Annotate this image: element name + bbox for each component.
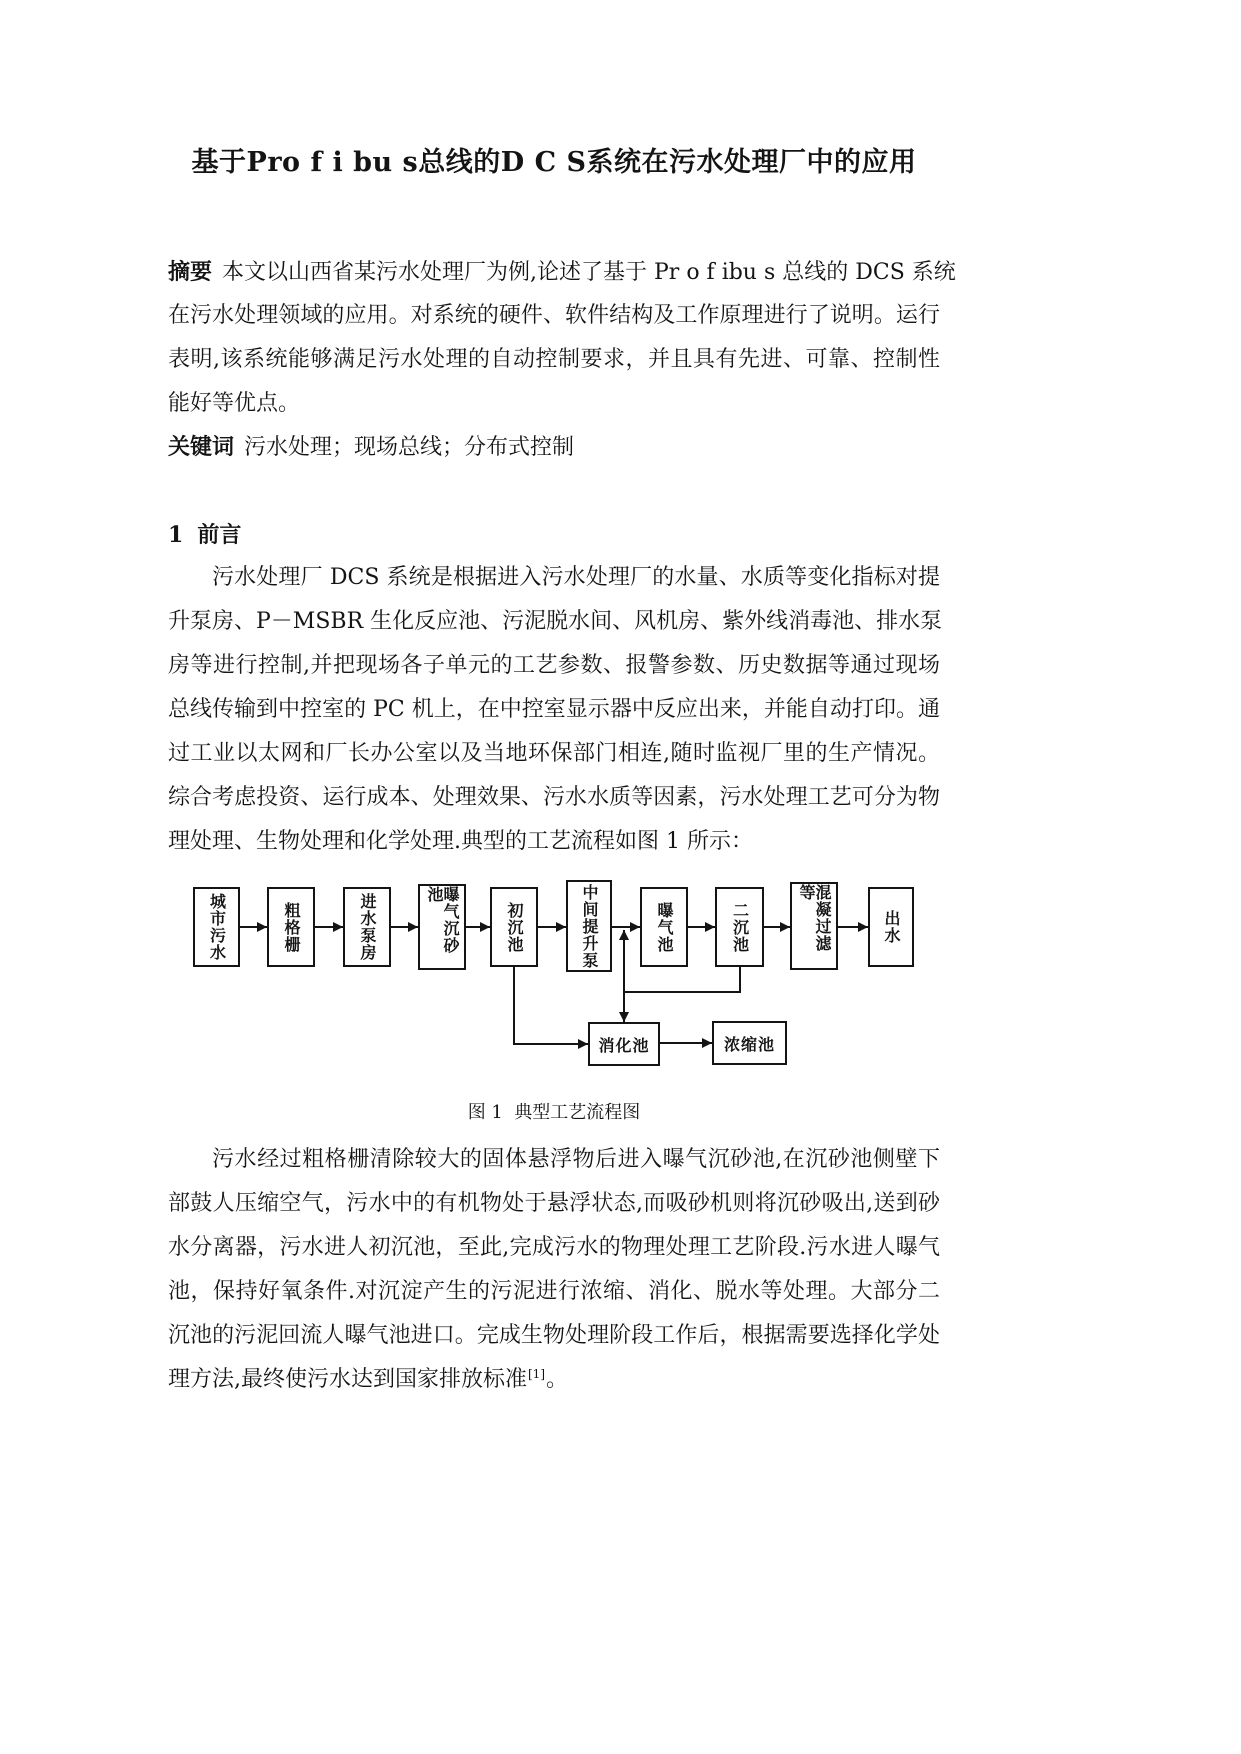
- node-digester: [588, 1022, 660, 1066]
- paragraph-line: 污水处理厂 DCS 系统是根据进入污水处理厂的水量、水质等变化指标对提: [212, 565, 940, 590]
- node-label: 城市污水: [207, 893, 227, 961]
- node-effluent: [868, 887, 914, 967]
- section-heading: [168, 513, 940, 557]
- abstract-line: 能好等优点。: [168, 391, 301, 416]
- node-secondary-clarifier: [715, 887, 764, 967]
- paragraph-text: 。: [546, 1367, 569, 1392]
- paper-title: 基于Pro f i bu s总线的D C S系统在污水处理厂中的应用: [191, 147, 917, 178]
- section-heading-line: [168, 513, 940, 557]
- paragraph-line: 池，保持好氧条件.对沉淀产生的污泥进行浓缩、消化、脱水等处理。大部分二: [168, 1279, 940, 1304]
- paragraph-line: 房等进行控制,并把现场各子单元的工艺参数、报警参数、历史数据等通过现场: [168, 653, 940, 678]
- paragraph-1: [168, 556, 943, 864]
- paragraph-text: 理方法,最终使污水达到国家排放标准: [168, 1367, 527, 1392]
- node-label: 初沉池: [505, 901, 524, 953]
- node-primary-clarifier: [490, 887, 538, 967]
- paragraph-line: [168, 1358, 940, 1402]
- node-label: 二沉池: [730, 901, 750, 953]
- paragraph-line: 部鼓人压缩空气，污水中的有机物处于悬浮状态,而吸砂机则将沉砂吸出,送到砂: [168, 1191, 940, 1216]
- abstract-text: 本文以山西省某污水处理厂为例,论述了基于 Pr o f ibu s 总线的 DCS 系统: [222, 260, 956, 285]
- node-inlet-pump-house: [343, 887, 391, 967]
- figure-caption: 图 1 典型工艺流程图: [467, 1102, 641, 1123]
- abstract: [168, 250, 956, 426]
- node-aerated-grit-chamber: [418, 884, 466, 970]
- node-label: 曝气沉砂池: [425, 886, 460, 954]
- node-city-sewage: [193, 887, 240, 967]
- node-intermediate-lift-pump: [566, 880, 612, 972]
- section-title: 前言: [197, 522, 242, 548]
- abstract-line: 表明,该系统能够满足污水处理的自动控制要求，并且具有先进、可靠、控制性: [168, 347, 940, 372]
- node-label: 进水泵房: [358, 893, 377, 961]
- paragraph-line: 升泵房、P－MSBR 生化反应池、污泥脱水间、风机房、紫外线消毒池、排水泵: [168, 609, 943, 634]
- line-secondary-clarifier-return: [624, 967, 740, 992]
- paragraph-line: 理处理、生物处理和化学处理.典型的工艺流程如图 1 所示：: [168, 829, 753, 854]
- node-coarse-screen: [267, 887, 315, 967]
- abstract-label: 摘要: [168, 259, 213, 285]
- paragraph-2: [168, 1138, 940, 1402]
- arrow-primary-clarifier-to-digester: [514, 967, 588, 1044]
- paragraph-line: 综合考虑投资、运行成本、处理效果、污水水质等因素，污水处理工艺可分为物: [168, 785, 940, 810]
- keywords-text: 污水处理；现场总线；分布式控制: [244, 435, 575, 460]
- abstract-line: 在污水处理领域的应用。对系统的硬件、软件结构及工作原理进行了说明。运行: [168, 303, 940, 328]
- paragraph-line: 沉池的污泥回流人曝气池进口。完成生物处理阶段工作后，根据需要选择化学处: [168, 1323, 940, 1348]
- paragraph-line: 过工业以太网和厂长办公室以及当地环保部门相连,随时监视厂里的生产情况。: [168, 741, 940, 766]
- node-aeration-tank: [640, 887, 688, 967]
- keywords-line: [168, 425, 940, 469]
- keywords: [168, 425, 940, 469]
- citation-reference[interactable]: [1]: [528, 1367, 545, 1381]
- section-number: 1: [168, 522, 184, 548]
- paragraph-line: 水分离器，污水进人初沉池，至此,完成污水的物理处理工艺阶段.污水进人曝气: [168, 1235, 940, 1260]
- node-label: 出水: [882, 910, 901, 944]
- node-label: 混凝过滤等: [797, 884, 832, 952]
- abstract-line: [168, 250, 956, 294]
- node-label: 消化池: [598, 1035, 650, 1055]
- node-label: 浓缩池: [723, 1034, 775, 1054]
- node-coagulation-filtration: [790, 882, 838, 970]
- paragraph-line: 污水经过粗格栅清除较大的固体悬浮物后进入曝气沉砂池,在沉砂池侧壁下: [212, 1147, 940, 1172]
- node-thickener: [712, 1021, 787, 1065]
- node-label: 粗格栅: [282, 901, 301, 953]
- node-label: 曝气池: [655, 901, 674, 953]
- keywords-label: 关键词: [168, 434, 235, 460]
- paragraph-line: 总线传输到中控室的 PC 机上，在中控室显示器中反应出来，并能自动打印。通: [168, 697, 940, 722]
- node-label: 中间提升泵: [580, 883, 599, 969]
